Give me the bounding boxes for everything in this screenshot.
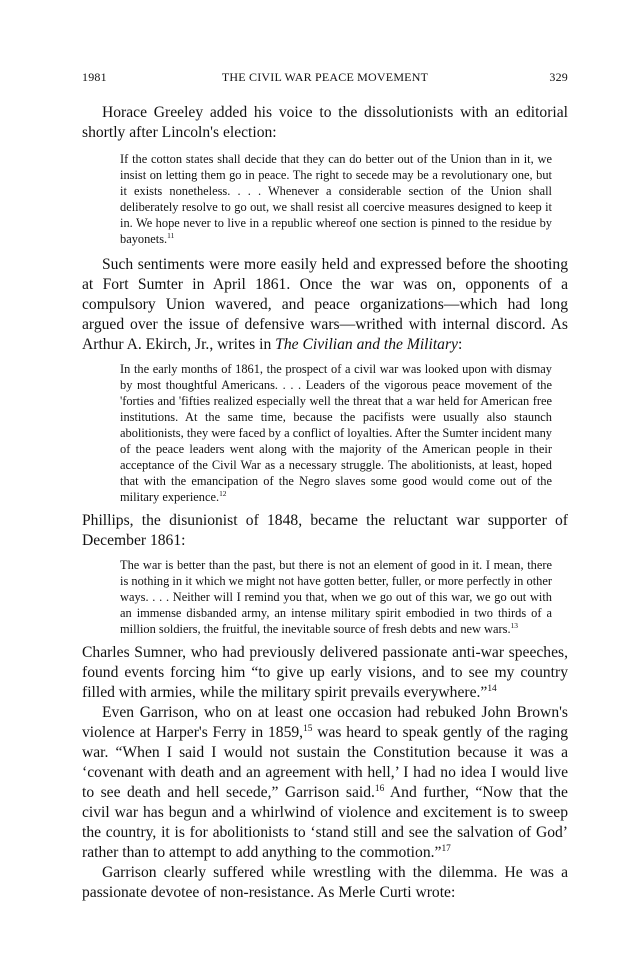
footnote-ref-16: 16 [374,783,385,794]
paragraph-garrison: Even Garrison, who on at least one occasion had rebuked John Brown's violence at Harper's Ferry in 1859,15 was heard to speak gently of the raging war. “When I said I would not sustain the Constitution because it was a ‘covenant with death and an agreement with hell,’ I had no idea I would live to see death and hell secede,” Garrison said.$^{16}$ And further, “Now that the civil war has begun and a whirlwind of violence and excitement is to sweep the country, it is for abolitionists to ‘stand still and see the salvation of God’ rather than to attempt to add anything to the commotion.”$^{17}$ [82,704,568,861]
book-title: The Civilian and the Military [275,336,458,353]
paragraph-greeley: Horace Greeley added his voice to the dissolutionists with an editorial shortly after Lincoln's election: [82,104,568,141]
footnote-ref-14: 14 [487,683,497,694]
paragraph-curti-intro: Garrison clearly suffered while wrestling with the dilemma. He was a passionate devotee of non-resistance. As Merle Curti wrote: [82,864,568,901]
header-title: THE CIVIL WAR PEACE MOVEMENT [221,70,429,84]
footnote-ref-17: 17 [441,843,451,854]
article-body [82,103,568,903]
block-quote-phillips: The war is better than the past, but there is not an element of good in it. I mean, there is nothing in it which we might not have gotten better, fuller, or more perfectly in other ways. . . . Neither will I remind you that, when we go out of this war, we go out with an immense disbanded army, an intense military spirit embodied in two thirds of a million soldiers, the fruitful, the inevitable source of fresh debts and new wars.$^{13}$ [120,558,552,636]
header-year: 1981 [82,70,107,84]
footnote-ref-13: 13 [510,621,518,631]
footnote-ref-12: 12 [219,489,227,499]
paragraph-sumner: Charles Sumner, who had previously delivered passionate anti-war speeches, found events forcing him “to give up early visions, and to see my country filled with armies, while the military spirit prevails everywhere.”$^{14}$ [82,644,568,701]
paragraph-phillips: Phillips, the disunionist of 1848, became the reluctant war supporter of December 1861: [82,512,568,549]
block-quote-greeley: If the cotton states shall decide that they can do better out of the Union than in it, we insist on letting them go in peace. The right to secede may be a revolutionary one, but it exists nonetheless. . . . Whenever a considerable section of the Union shall deliberately resolve to go out, we shall resist all coercive measures designed to keep it in. We hope never to live in a republic whereof one section is pinned to the residue by bayonets.$^{11}$ [120,152,552,246]
page-number: 329 [549,70,568,84]
paragraph-sumter: Such sentiments were more easily held and expressed before the shooting at Fort Sumter in April 1861. Once the war was on, opponents of a compulsory Union wavered, and peace organizations—which had long argued over the issue of defensive wars—writhed with internal discord. As Arthur A. Ekirch, Jr., writes in The Civilian and the Military: [82,256,568,353]
block-quote-ekirch: In the early months of 1861, the prospect of a civil war was looked upon with dismay by most thoughtful Americans. . . . Leaders of the vigorous peace movement of the 'forties and 'fifties realized especially well the threat that a war held for American free institutions. At the same time, because the pacifists were usually also staunch abolitionists, they were faced by a conflict of loyalties. After the Sumter incident many of the peace leaders went along with the majority of the American people in their acceptance of the Civil War as a necessary struggle. The abolitionists, at least, hoped that with the emancipation of the Negro slaves some good would come out of the military experience.$^{12}$ [120,362,552,504]
footnote-ref-11: 11 [167,231,175,241]
footnote-ref-15: 15 [303,723,313,734]
